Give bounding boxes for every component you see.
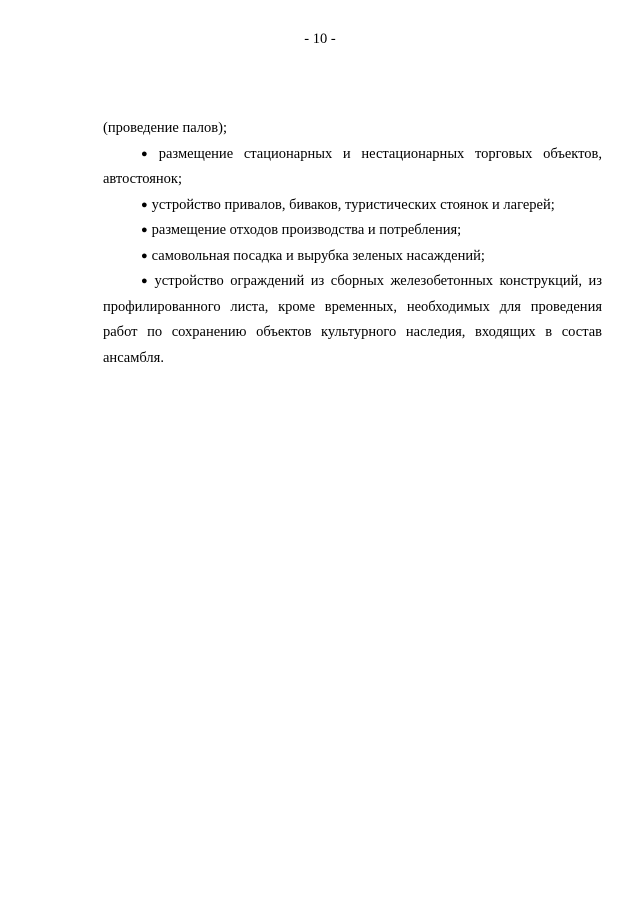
list-item [103,244,602,270]
bullet-icon: ● [141,224,148,236]
list-item-text: размещение стационарных и нестационарных торговых объектов, автостоянок; [103,145,602,187]
page-number: - 10 - [304,31,336,47]
bullet-icon: ● [141,249,148,262]
bullet-icon: ● [141,275,151,287]
list-item-text: размещение отходов производства и потребления; [151,222,462,238]
list-item [103,269,602,371]
bullet-icon: ● [141,147,155,160]
paragraph-text: (проведение палов); [103,120,228,136]
list-item-text: самовольная посадка и вырубка зеленых насаждений; [151,247,485,264]
paragraph-continuation [103,116,602,142]
list-item-text: устройство ограждений из сборных железобетонных конструкций, из профилированного листа, кроме временных, необходимых для проведения работ по сохранению объектов культурного наследия, входящих в состав ансамбля. [103,273,602,366]
list-item [103,142,602,193]
list-item [103,218,602,244]
bullet-icon: ● [141,198,148,211]
list-item-text: устройство привалов, биваков, туристических стоянок и лагерей; [151,196,555,213]
list-item [103,193,602,219]
document-body [103,116,602,371]
